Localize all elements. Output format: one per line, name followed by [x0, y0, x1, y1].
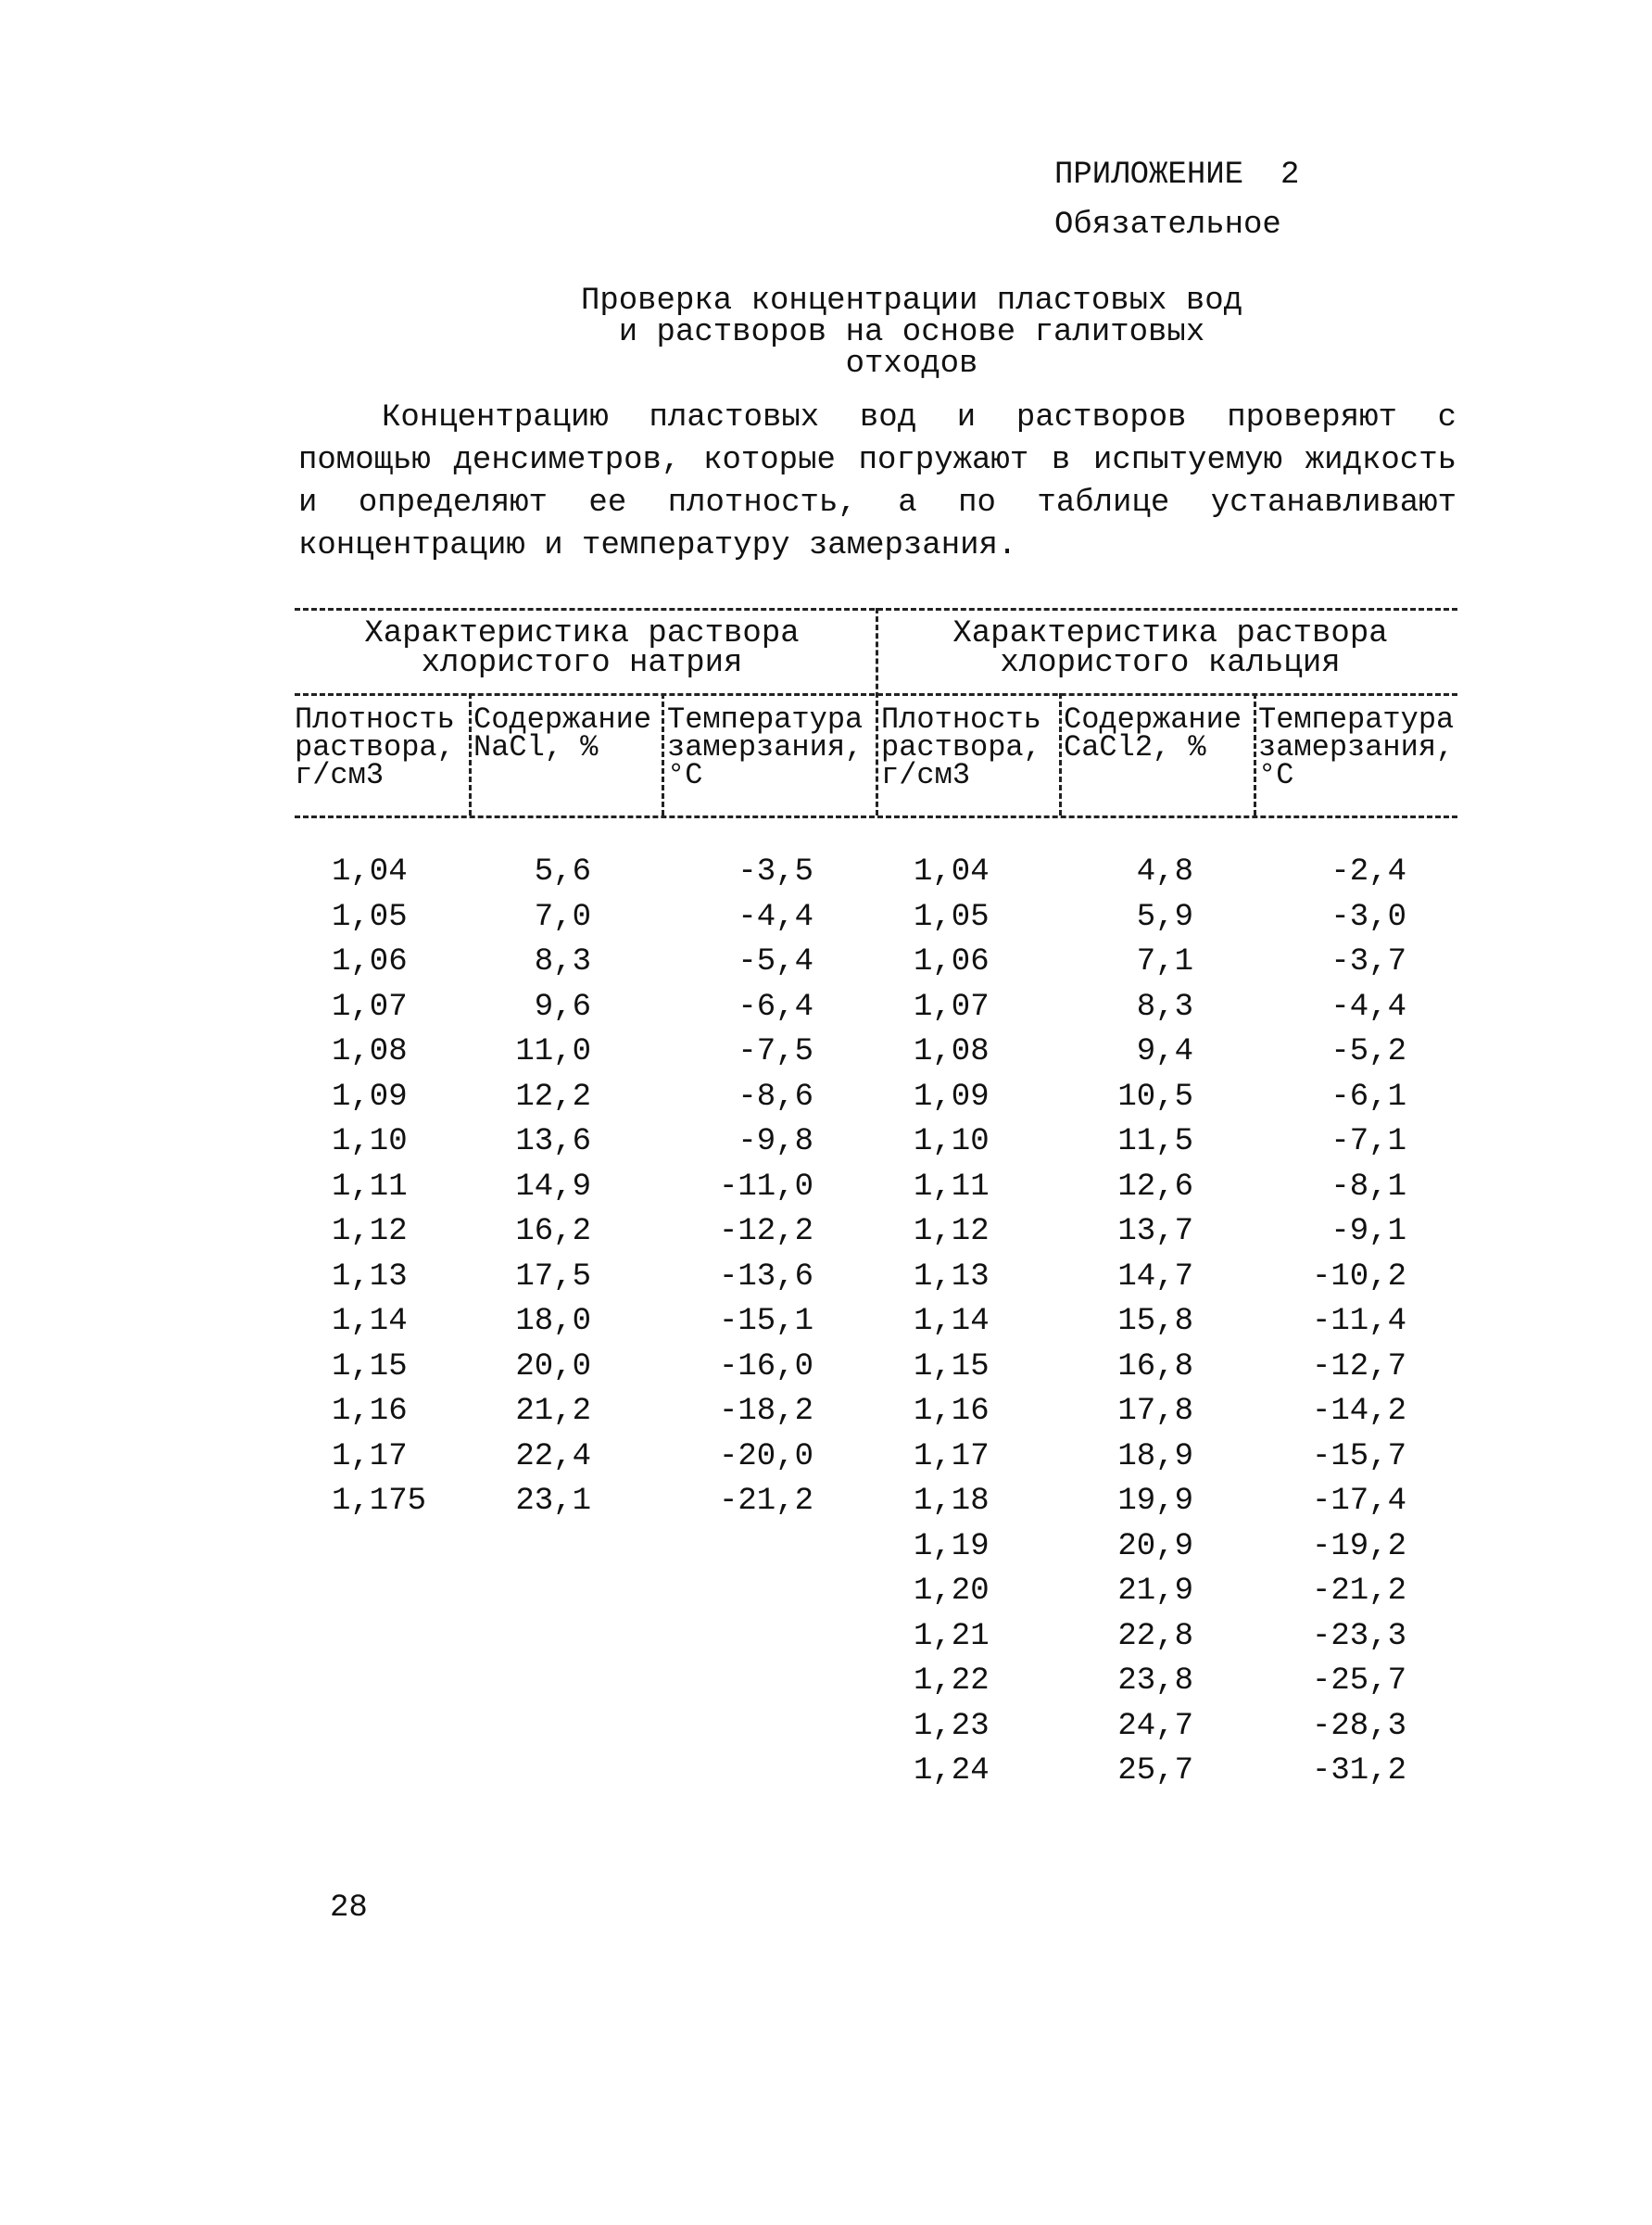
- table-cell: 9,4: [1136, 1034, 1193, 1069]
- table-cell: -12,2: [718, 1214, 813, 1249]
- table-cell: 5,6: [534, 854, 591, 890]
- table-cell: 1,07: [332, 989, 408, 1025]
- table-cell: 1,08: [914, 1034, 990, 1069]
- table-cell: -3,0: [1330, 899, 1406, 935]
- table-cell: 19,9: [1117, 1484, 1193, 1519]
- table-cell: -15,7: [1311, 1438, 1406, 1474]
- table-cell: 7,1: [1136, 944, 1193, 980]
- table-cell: 14,9: [515, 1169, 591, 1205]
- table-row: [295, 1480, 1457, 1523]
- table-cell: 1,14: [332, 1304, 408, 1339]
- table-cell: 1,04: [914, 854, 990, 890]
- table-cell: 1,11: [332, 1169, 408, 1205]
- table-cell: 1,24: [914, 1753, 990, 1789]
- table-cell: 1,09: [914, 1079, 990, 1115]
- col-divider-5: [1254, 693, 1256, 815]
- table-cell: 13,7: [1117, 1214, 1193, 1249]
- table-cell: 5,9: [1136, 899, 1193, 935]
- column-header-density-nacl: Плотность раствора, г/см3: [295, 702, 455, 792]
- table-row: [295, 851, 1457, 893]
- page-number: 28: [330, 1890, 368, 1926]
- table-cell: -13,6: [718, 1258, 813, 1295]
- table-cell: 1,05: [332, 899, 408, 935]
- intro-paragraph: [298, 397, 1457, 567]
- table-cell: 10,5: [1117, 1079, 1193, 1115]
- table-row: [295, 986, 1457, 1029]
- table-cell: -9,1: [1330, 1214, 1406, 1249]
- center-divider: [876, 608, 878, 815]
- table-cell: 12,6: [1117, 1169, 1193, 1205]
- table-cell: -23,3: [1311, 1618, 1406, 1654]
- table-cell: -3,7: [1330, 944, 1406, 980]
- table-row: [295, 1346, 1457, 1388]
- table-cell: -14,2: [1311, 1394, 1406, 1429]
- table-cell: 17,5: [515, 1258, 591, 1295]
- table-cell: 1,17: [914, 1438, 990, 1474]
- table-cell: 1,20: [914, 1574, 990, 1609]
- table-cell: -25,7: [1311, 1663, 1406, 1699]
- table-cell: 11,0: [515, 1034, 591, 1069]
- table-cell: -8,1: [1330, 1169, 1406, 1205]
- group-header-cacl: Характеристика раствора хлористого кальция: [952, 616, 1388, 681]
- table-cell: -9,8: [738, 1124, 813, 1159]
- table-cell: 13,6: [515, 1124, 591, 1159]
- appendix-status: Обязательное: [1054, 208, 1281, 243]
- table-cell: -10,2: [1311, 1258, 1406, 1295]
- table-row: [295, 1525, 1457, 1568]
- column-header-density-cacl: Плотность раствора, г/см3: [881, 702, 1041, 792]
- table-cell: 1,15: [332, 1348, 408, 1384]
- table-cell: -18,2: [718, 1394, 813, 1429]
- table-cell: 11,5: [1117, 1124, 1193, 1159]
- table-row: [295, 1210, 1457, 1253]
- table-cell: -19,2: [1311, 1528, 1406, 1564]
- table-cell: 1,11: [914, 1169, 990, 1205]
- table-cell: 16,2: [515, 1214, 591, 1249]
- table-cell: 1,21: [914, 1618, 990, 1654]
- table-row: [295, 1166, 1457, 1208]
- table-cell: -4,4: [738, 899, 813, 935]
- table-cell: -7,5: [738, 1034, 813, 1069]
- table-cell: -8,6: [738, 1079, 813, 1115]
- column-header-content-nacl: Содержание NaCl, %: [473, 702, 652, 765]
- table-cell: 1,13: [914, 1258, 990, 1295]
- table-cell: 1,175: [332, 1484, 427, 1519]
- table-row: [295, 1615, 1457, 1658]
- appendix-label: ПРИЛОЖЕНИЕ: [1054, 158, 1244, 193]
- table-cell: 1,19: [914, 1528, 990, 1564]
- table-cell: 15,8: [1117, 1304, 1193, 1339]
- table-cell: 14,7: [1117, 1258, 1193, 1295]
- table-cell: 12,2: [515, 1079, 591, 1115]
- table-cell: 21,2: [515, 1394, 591, 1429]
- table-cell: 1,05: [914, 899, 990, 935]
- table-cell: 18,0: [515, 1304, 591, 1339]
- table-row: [295, 1120, 1457, 1163]
- col-divider-1: [469, 693, 472, 815]
- table-cell: 1,15: [914, 1348, 990, 1384]
- table-cell: 21,9: [1117, 1574, 1193, 1609]
- table-cell: -11,0: [718, 1169, 813, 1205]
- title-line-1: Проверка концентрации пластовых вод: [580, 284, 1243, 319]
- table-cell: 16,8: [1117, 1348, 1193, 1384]
- column-header-freezing-cacl: Температура замерзания, °C: [1258, 702, 1455, 792]
- table-row: [295, 1390, 1457, 1433]
- table-cell: 1,22: [914, 1663, 990, 1699]
- appendix-heading: [1054, 159, 1299, 191]
- table-cell: -12,7: [1311, 1348, 1406, 1384]
- table-cell: 1,12: [914, 1214, 990, 1249]
- table-cell: 18,9: [1117, 1438, 1193, 1474]
- table-cell: 9,6: [534, 989, 591, 1025]
- table-cell: -17,4: [1311, 1484, 1406, 1519]
- column-header-freezing-nacl: Температура замерзания, °C: [667, 702, 864, 792]
- table-cell: 1,18: [914, 1484, 990, 1519]
- table-cell: 1,14: [914, 1304, 990, 1339]
- table-cell: 4,8: [1136, 854, 1193, 890]
- table-cell: -16,0: [718, 1348, 813, 1384]
- table-row: [295, 1570, 1457, 1612]
- table-row: [295, 1705, 1457, 1748]
- table-cell: 1,10: [914, 1124, 990, 1159]
- table-row: [295, 1076, 1457, 1119]
- table-cell: 22,8: [1117, 1618, 1193, 1654]
- table-cell: -3,5: [738, 854, 813, 890]
- table-cell: 1,17: [332, 1438, 408, 1474]
- table-cell: 23,8: [1117, 1663, 1193, 1699]
- table-cell: 1,09: [332, 1079, 408, 1115]
- table-cell: 1,10: [332, 1124, 408, 1159]
- table-cell: -21,2: [1311, 1574, 1406, 1609]
- table-cell: 17,8: [1117, 1394, 1193, 1429]
- table-cell: -4,4: [1330, 989, 1406, 1025]
- table-cell: 20,9: [1117, 1528, 1193, 1564]
- col-divider-4: [1059, 693, 1062, 815]
- table-row: [295, 1660, 1457, 1702]
- table-cell: 23,1: [515, 1484, 591, 1519]
- table-cell: -31,2: [1311, 1753, 1406, 1789]
- table-cell: -5,2: [1330, 1034, 1406, 1069]
- table-cell: -21,2: [718, 1484, 813, 1519]
- table-cell: -6,1: [1330, 1079, 1406, 1115]
- table-cell: -7,1: [1330, 1124, 1406, 1159]
- page-title: [560, 285, 1264, 380]
- table-cell: 8,3: [1136, 989, 1193, 1025]
- table-cell: 7,0: [534, 899, 591, 935]
- table-cell: 25,7: [1117, 1753, 1193, 1789]
- column-header-rule: [295, 815, 1457, 818]
- group-header-nacl: Характеристика раствора хлористого натрия: [364, 616, 800, 681]
- table-cell: -20,0: [718, 1438, 813, 1474]
- table-cell: 8,3: [534, 944, 591, 980]
- table-cell: 1,12: [332, 1214, 408, 1249]
- table-cell: 1,08: [332, 1034, 408, 1069]
- table-cell: -2,4: [1330, 854, 1406, 890]
- title-line-2: и растворов на основе галитовых отходов: [618, 315, 1205, 382]
- table-cell: 1,13: [332, 1258, 408, 1295]
- table-row: [295, 896, 1457, 939]
- table-row: [295, 1435, 1457, 1478]
- table-row: [295, 1030, 1457, 1073]
- table-cell: -15,1: [718, 1304, 813, 1339]
- appendix-number: 2: [1280, 158, 1300, 193]
- table-cell: 1,16: [332, 1394, 408, 1429]
- table-row: [295, 941, 1457, 983]
- table-cell: -28,3: [1311, 1708, 1406, 1744]
- column-header-content-cacl: Содержание CaCl2, %: [1064, 702, 1242, 765]
- table-cell: 22,4: [515, 1438, 591, 1474]
- table-row: [295, 1300, 1457, 1343]
- table-cell: -5,4: [738, 944, 813, 980]
- table-cell: 24,7: [1117, 1708, 1193, 1744]
- table-cell: -11,4: [1311, 1304, 1406, 1339]
- table-row: [295, 1256, 1457, 1298]
- table-cell: 1,06: [914, 944, 990, 980]
- table-cell: 1,16: [914, 1394, 990, 1429]
- table-cell: 20,0: [515, 1348, 591, 1384]
- table-cell: 1,04: [332, 854, 408, 890]
- table-cell: 1,23: [914, 1708, 990, 1744]
- table-row: [295, 1750, 1457, 1792]
- col-divider-2: [662, 693, 664, 815]
- table-cell: -6,4: [738, 989, 813, 1025]
- table-cell: 1,06: [332, 944, 408, 980]
- table-cell: 1,07: [914, 989, 990, 1025]
- intro-text: Концентрацию пластовых вод и растворов проверяют с помощью денсиметров, которые погружают в испытуемую жидкость и определяют ее плотность, а по таблице устанавливают концентрацию и температуру замерзания.: [298, 400, 1457, 563]
